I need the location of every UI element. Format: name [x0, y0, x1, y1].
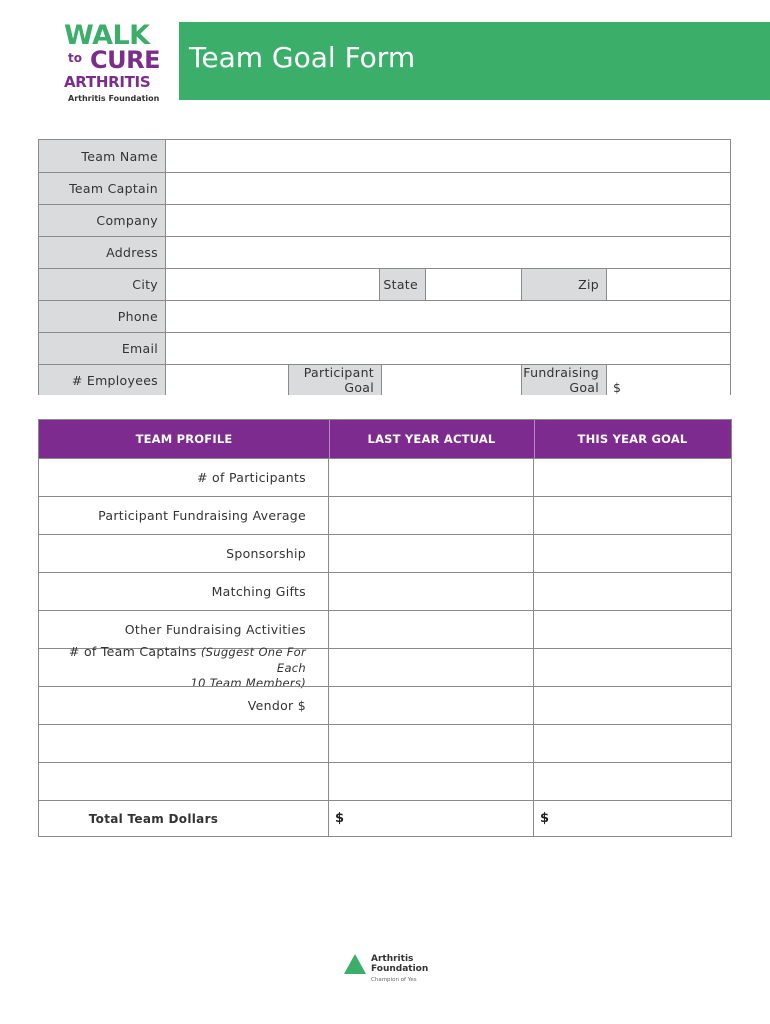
- team-captain-label: Team Captain: [39, 173, 166, 204]
- row-label-matching-gifts: Matching Gifts: [39, 573, 329, 610]
- footer-tagline: Champion of Yes: [371, 977, 417, 983]
- city-state-zip-row: [39, 268, 730, 300]
- table-row: [39, 572, 731, 610]
- fundraising-goal-field[interactable]: [607, 365, 730, 395]
- table-row: [39, 644, 731, 690]
- this-year-sponsorship-field[interactable]: [534, 535, 731, 572]
- table-row: [39, 724, 731, 762]
- walk-to-cure-arthritis-logo: [62, 22, 172, 106]
- participant-goal-label-line1: Participant: [303, 365, 374, 380]
- this-year-captains-field[interactable]: [534, 649, 731, 686]
- participant-goal-label-line2: Goal: [344, 380, 374, 395]
- this-year-vendor-field[interactable]: [534, 687, 731, 724]
- team-profile-table: [38, 419, 732, 837]
- company-field[interactable]: [166, 205, 730, 236]
- title-banner: [179, 22, 770, 100]
- city-field[interactable]: [166, 269, 380, 300]
- company-label: Company: [39, 205, 166, 236]
- row-label-participants: # of Participants: [39, 459, 329, 496]
- logo-to-text: to: [68, 51, 82, 65]
- row-label-other-activities: Other Fundraising Activities: [39, 611, 329, 648]
- phone-field[interactable]: [166, 301, 730, 332]
- fundraising-goal-label-line2: Goal: [569, 380, 599, 395]
- phone-row: [39, 300, 730, 332]
- state-field[interactable]: [426, 269, 522, 300]
- zip-field[interactable]: [607, 269, 730, 300]
- address-field[interactable]: [166, 237, 730, 268]
- last-year-other-field[interactable]: [329, 611, 534, 648]
- city-label: City: [39, 269, 166, 300]
- email-field[interactable]: [166, 333, 730, 364]
- employees-goals-row: [39, 364, 730, 395]
- table-row: [39, 496, 731, 534]
- participant-goal-field[interactable]: [382, 365, 522, 395]
- last-year-vendor-field[interactable]: [329, 687, 534, 724]
- table-row: [39, 458, 731, 496]
- team-captains-line1: [39, 644, 306, 676]
- team-captain-row: [39, 172, 730, 204]
- company-row: [39, 204, 730, 236]
- footer-logo-line1: Arthritis: [371, 954, 414, 964]
- participant-goal-label: [289, 365, 382, 395]
- team-captains-note-1: (Suggest One For Each: [200, 645, 306, 675]
- table-row: [39, 610, 731, 648]
- table-row: [39, 534, 731, 572]
- team-name-label: Team Name: [39, 140, 166, 172]
- arthritis-foundation-footer-logo: [344, 952, 434, 988]
- zip-label: Zip: [522, 269, 607, 300]
- header-team-profile: TEAM PROFILE: [135, 432, 233, 446]
- team-info-table: [38, 139, 731, 395]
- team-captain-field[interactable]: [166, 173, 730, 204]
- team-captains-main: # of Team Captains: [68, 644, 197, 659]
- blank-row-label-field[interactable]: [39, 725, 329, 762]
- header-last-year-actual: LAST YEAR ACTUAL: [367, 432, 496, 446]
- state-label: State: [380, 269, 426, 300]
- last-year-average-field[interactable]: [329, 497, 534, 534]
- row-label-fundraising-average: Participant Fundraising Average: [39, 497, 329, 534]
- footer-logo-line2: Foundation: [371, 964, 429, 974]
- blank-row-last-year-field[interactable]: [329, 763, 534, 800]
- email-row: [39, 332, 730, 364]
- address-row: [39, 236, 730, 268]
- foundation-triangle-icon: [344, 954, 366, 974]
- logo-cure-text: CURE: [90, 46, 160, 74]
- last-year-participants-field[interactable]: [329, 459, 534, 496]
- address-label: Address: [39, 237, 166, 268]
- team-captains-note-2: 10 Team Members): [190, 676, 306, 690]
- page-title: Team Goal Form: [189, 41, 416, 74]
- this-year-other-field[interactable]: [534, 611, 731, 648]
- row-label-team-captains: [39, 644, 329, 690]
- logo-arthritis-text: ARTHRITIS: [64, 73, 151, 91]
- profile-header-row: [39, 420, 731, 458]
- blank-row-last-year-field[interactable]: [329, 725, 534, 762]
- blank-row-label-field[interactable]: [39, 763, 329, 800]
- last-year-captains-field[interactable]: [329, 649, 534, 686]
- this-year-matching-field[interactable]: [534, 573, 731, 610]
- fundraising-dollar-sign: $: [613, 380, 621, 395]
- row-label-total: Total Team Dollars: [39, 801, 329, 836]
- phone-label: Phone: [39, 301, 166, 332]
- this-year-total-field[interactable]: $: [540, 811, 550, 826]
- row-label-sponsorship: Sponsorship: [39, 535, 329, 572]
- table-row: [39, 686, 731, 724]
- employees-label: # Employees: [39, 365, 166, 395]
- fundraising-goal-label: [522, 365, 607, 395]
- last-year-matching-field[interactable]: [329, 573, 534, 610]
- fundraising-goal-label-line1: Fundraising: [523, 365, 599, 380]
- logo-foundation-text: Arthritis Foundation: [68, 94, 160, 103]
- blank-row-this-year-field[interactable]: [534, 725, 731, 762]
- table-row: [39, 762, 731, 800]
- email-label: Email: [39, 333, 166, 364]
- blank-row-this-year-field[interactable]: [534, 763, 731, 800]
- employees-field[interactable]: [166, 365, 289, 395]
- this-year-average-field[interactable]: [534, 497, 731, 534]
- last-year-sponsorship-field[interactable]: [329, 535, 534, 572]
- team-name-field[interactable]: [166, 140, 730, 172]
- header-this-year-goal: THIS YEAR GOAL: [577, 432, 688, 446]
- row-label-vendor: Vendor $: [39, 687, 329, 724]
- total-row: [39, 800, 731, 836]
- last-year-total-field[interactable]: $: [329, 801, 534, 836]
- logo-walk-text: WALK: [64, 20, 150, 51]
- this-year-participants-field[interactable]: [534, 459, 731, 496]
- team-name-row: [39, 140, 730, 172]
